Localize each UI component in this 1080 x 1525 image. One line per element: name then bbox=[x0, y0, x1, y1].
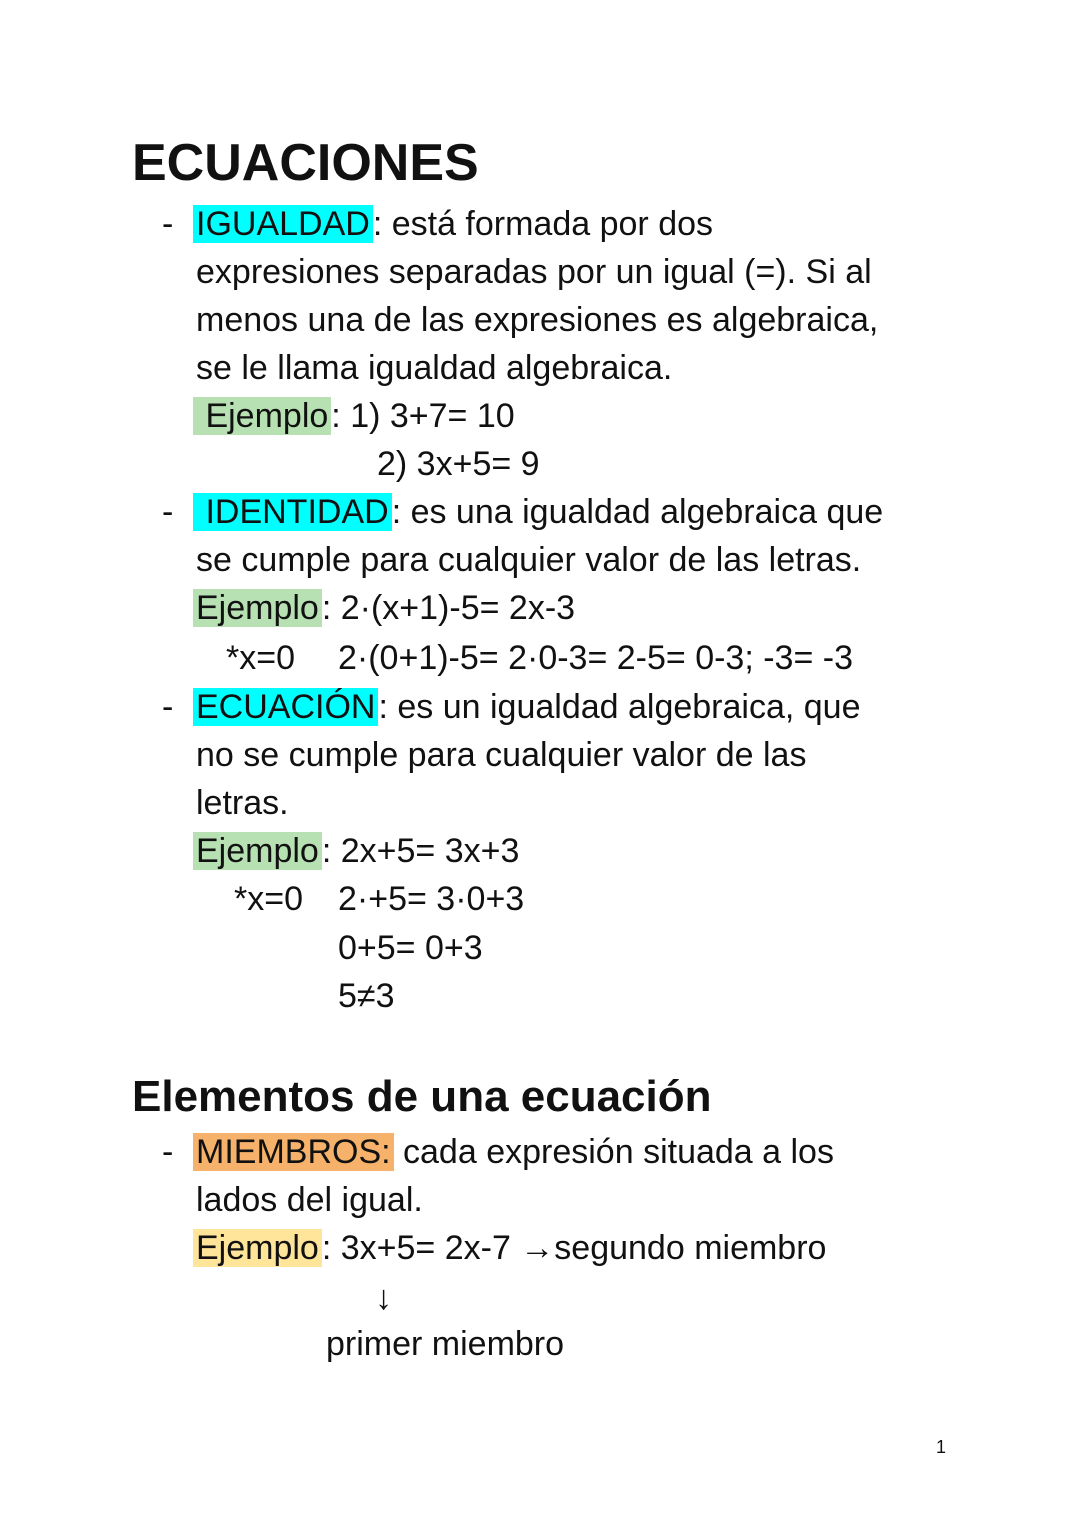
example-text: : 3x+5= 2x-7 →segundo miembro bbox=[321, 1229, 827, 1267]
igualdad-term: IGUALDAD bbox=[193, 205, 373, 243]
bullet-dash: - bbox=[162, 205, 174, 243]
identidad-def-text: : es una igualdad algebraica que bbox=[391, 493, 884, 531]
first-member-label: primer miembro bbox=[326, 1325, 565, 1363]
identidad-check-expr: 2·(0+1)-5= 2·0-3= 2-5= 0-3; -3= -3 bbox=[338, 639, 853, 677]
example-label: Ejemplo bbox=[193, 832, 322, 870]
ecuacion-def-text: : es un igualdad algebraica, que bbox=[378, 688, 861, 726]
section-title: Elementos de una ecuación bbox=[132, 1072, 712, 1121]
bullet-dash: - bbox=[162, 493, 174, 531]
identidad-example bbox=[196, 584, 575, 632]
miembros-line: lados del igual. bbox=[196, 1181, 423, 1219]
igualdad-line: menos una de las expresiones es algebraica, bbox=[196, 301, 879, 339]
miembros-example bbox=[196, 1224, 826, 1272]
example-text: : 2x+5= 3x+3 bbox=[321, 832, 520, 870]
miembros-definition bbox=[196, 1128, 834, 1176]
example-label: Ejemplo bbox=[193, 397, 331, 435]
igualdad-line: se le llama igualdad algebraica. bbox=[196, 349, 673, 387]
igualdad-definition bbox=[196, 200, 713, 248]
ecuacion-example bbox=[196, 827, 519, 875]
identidad-check-var: *x=0 bbox=[226, 639, 295, 677]
identidad-definition bbox=[196, 488, 883, 536]
example-text: : 1) 3+7= 10 bbox=[331, 397, 515, 435]
example-label: Ejemplo bbox=[193, 1229, 322, 1267]
page-number: 1 bbox=[936, 1437, 947, 1457]
down-arrow-icon: ↓ bbox=[375, 1279, 392, 1317]
ecuacion-term: ECUACIÓN bbox=[193, 688, 378, 726]
ecuacion-check-var: *x=0 bbox=[234, 880, 303, 918]
ecuacion-line: no se cumple para cualquier valor de las bbox=[196, 736, 807, 774]
ecuacion-check-step: 0+5= 0+3 bbox=[338, 929, 483, 967]
example-label: Ejemplo bbox=[193, 589, 322, 627]
identidad-line: se cumple para cualquier valor de las letras. bbox=[196, 541, 862, 579]
ecuacion-line: letras. bbox=[196, 784, 289, 822]
bullet-dash: - bbox=[162, 688, 174, 726]
ecuacion-check-step: 5≠3 bbox=[338, 977, 395, 1015]
igualdad-def-text: : está formada por dos bbox=[372, 205, 714, 243]
igualdad-example bbox=[196, 392, 515, 440]
ecuacion-definition bbox=[196, 683, 861, 731]
example-text: : 2·(x+1)-5= 2x-3 bbox=[321, 589, 576, 627]
miembros-def-text: cada expresión situada a los bbox=[393, 1133, 834, 1171]
page-title: ECUACIONES bbox=[132, 134, 479, 192]
ecuacion-check-step: 2·+5= 3·0+3 bbox=[338, 880, 525, 918]
bullet-dash: - bbox=[162, 1133, 174, 1171]
igualdad-line: expresiones separadas por un igual (=). Si al bbox=[196, 253, 872, 291]
miembros-term: MIEMBROS: bbox=[193, 1133, 394, 1171]
igualdad-example-2: 2) 3x+5= 9 bbox=[377, 445, 540, 483]
identidad-term: IDENTIDAD bbox=[193, 493, 392, 531]
